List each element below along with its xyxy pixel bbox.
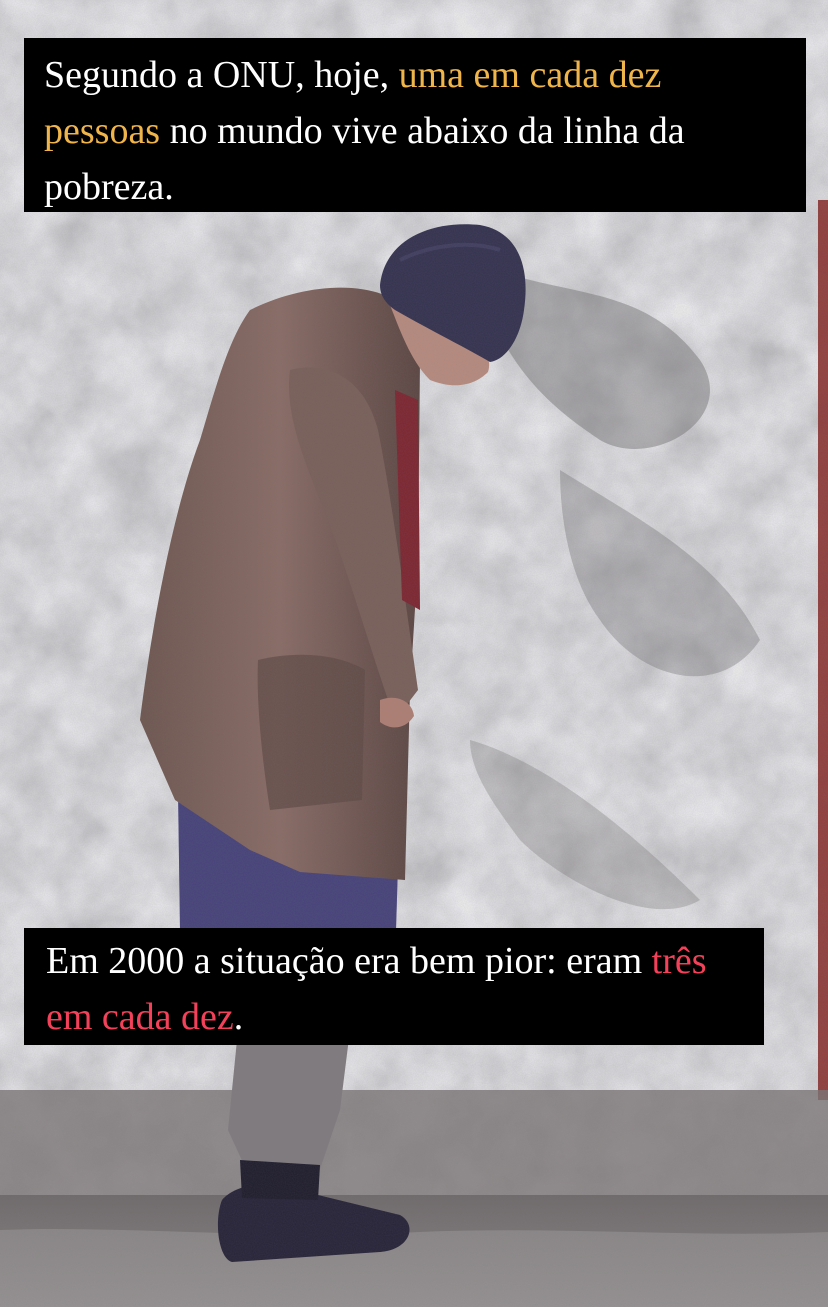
caption-bottom-text-before: Em 2000 a situação era bem pior: eram [46,940,652,982]
caption-bottom-highlight: três em cada dez [46,940,707,1038]
caption-top-text-after: no mundo vive abaixo da linha da pobreza. [44,110,685,208]
caption-top-text-before: Segundo a ONU, hoje, [44,54,399,96]
caption-bottom-text-after: . [233,996,244,1038]
caption-top [24,38,806,212]
caption-bottom [24,928,764,1045]
caption-top-highlight: uma em cada dez pessoas [44,54,662,152]
